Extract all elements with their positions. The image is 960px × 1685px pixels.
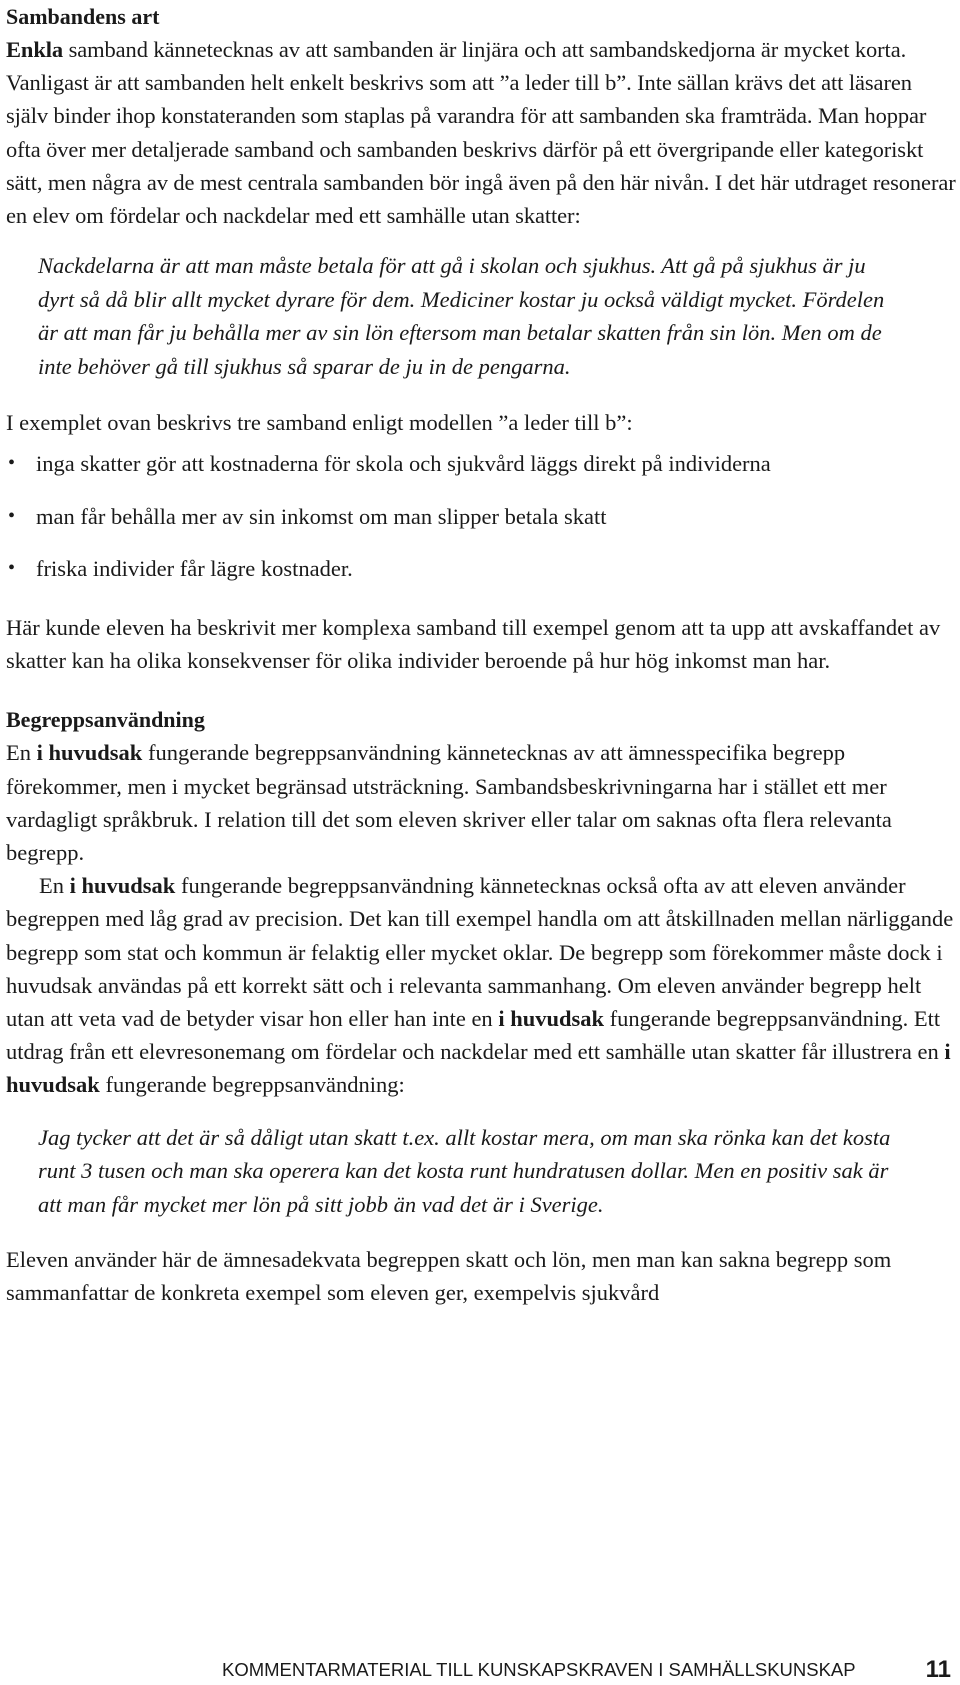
document-page bbox=[6, 0, 956, 1310]
list-item: • man får behålla mer av sin inkomst om man slipper betala skatt bbox=[6, 500, 956, 533]
paragraph-list-intro: I exemplet ovan beskrivs tre samband enligt modellen ”a leder till b”: bbox=[6, 410, 633, 436]
heading-begreppsanvandning: Begreppsanvändning bbox=[6, 707, 205, 733]
term-enkla: Enkla bbox=[6, 37, 64, 62]
paragraph-komplexa-samband: Här kunde eleven ha beskrivit mer komplexa samband till exempel genom att ta upp att avskaffandet av skatter kan ha olika konsekvenser för olika individer beroende på hur hög inkomst man har. bbox=[6, 615, 941, 674]
paragraph-text: samband kännetecknas av att sambanden är linjära och att sambandskedjorna är mycket korta. Vanligast är att sambanden helt enkelt beskrivs som att ”a leder till b”. Inte sällan krävs det att läsaren själv binder ihop konstateranden som staplas på varandra för att sambanden ska framträda. Man hoppar ofta över mer detaljerade samband och sambanden beskrivs därför på ett övergripande eller kategoriskt sätt, men några av de mest centrala sambanden bör ingå även på den här nivån. I det här utdraget resonerar en elev om fördelar och nackdelar med ett samhälle utan skatter: bbox=[6, 37, 956, 229]
heading-sambandens-art: Sambandens art bbox=[6, 4, 160, 29]
paragraph-enkla-samband bbox=[6, 33, 956, 232]
student-quote-2: Jag tycker att det är så dåligt utan skatt t.ex. allt kostar mera, om man ska rönka kan det kosta runt 3 tusen och man ska operera kan det kosta runt hundratusen dollar. Men en positiv sak är att man får mycket mer lön på sitt jobb än vad det är i Sverige. bbox=[38, 1124, 891, 1217]
bullet-list bbox=[6, 447, 956, 585]
list-item: • inga skatter gör att kostnaderna för skola och sjukvård läggs direkt på individerna bbox=[6, 447, 956, 480]
paragraph-begrepp-2: En i huvudsak fungerande begreppsanvändning kännetecknas också ofta av att eleven använder begreppen med låg grad av precision. Det kan till exempel handla om att åtskillnaden mellan närliggande begrepp som stat och kommun är felaktig eller mycket oklar. De begrepp som förekommer måste dock i huvudsak användas på ett korrekt sätt och i relevanta sammanhang. Om eleven använder begrepp helt utan att veta vad de betyder visar hon eller han inte en i huvudsak fungerande begreppsanvändning. Ett utdrag från ett elevresonemang om fördelar och nackdelar med ett samhälle utan skatter får illustrera en i huvudsak fungerande begreppsanvändning: bbox=[6, 873, 954, 1098]
term-i-huvudsak: i huvudsak bbox=[6, 1039, 951, 1098]
bullet-icon: • bbox=[8, 504, 16, 527]
page-footer bbox=[222, 1655, 955, 1685]
paragraph-begrepp-3: Eleven använder här de ämnesadekvata begreppen skatt och lön, men man kan sakna begrepp som sammanfattar de konkreta exempel som eleven ger, exempelvis sjukvård bbox=[6, 1247, 892, 1306]
section-samband bbox=[6, 0, 956, 33]
bullet-icon: • bbox=[8, 556, 16, 579]
bullet-icon: • bbox=[8, 452, 16, 475]
term-i-huvudsak: i huvudsak bbox=[498, 1006, 605, 1032]
list-item: • friska individer får lägre kostnader. bbox=[6, 552, 956, 585]
page-number: 11 bbox=[925, 1656, 951, 1683]
running-title: KOMMENTARMATERIAL TILL KUNSKAPSKRAVEN I SAMHÄLLSKUNSKAP bbox=[222, 1659, 856, 1680]
paragraph-begrepp-1: En i huvudsak fungerande begreppsanvändning kännetecknas av att ämnesspecifika begrepp förekommer, men i mycket begränsad utsträckning. Sambandsbeskrivningarna har i stället ett mer vardagligt språkbruk. I relation till det som eleven skriver eller talar om saknas ofta flera relevanta begrepp. bbox=[6, 740, 892, 866]
term-i-huvudsak: i huvudsak bbox=[36, 740, 143, 766]
student-quote-1: Nackdelarna är att man måste betala för att gå i skolan och sjukhus. Att gå på sjukhus är ju dyrt så då blir allt mycket dyrare för dem. Mediciner kostar ju också väldigt mycket. Fördelen är att man får ju behålla mer av sin lön eftersom man betalar skatten från sin lön. Men om de inte behöver gå till sjukhus så sparar de ju in de pengarna. bbox=[38, 253, 885, 379]
term-i-huvudsak: i huvudsak bbox=[69, 873, 176, 899]
